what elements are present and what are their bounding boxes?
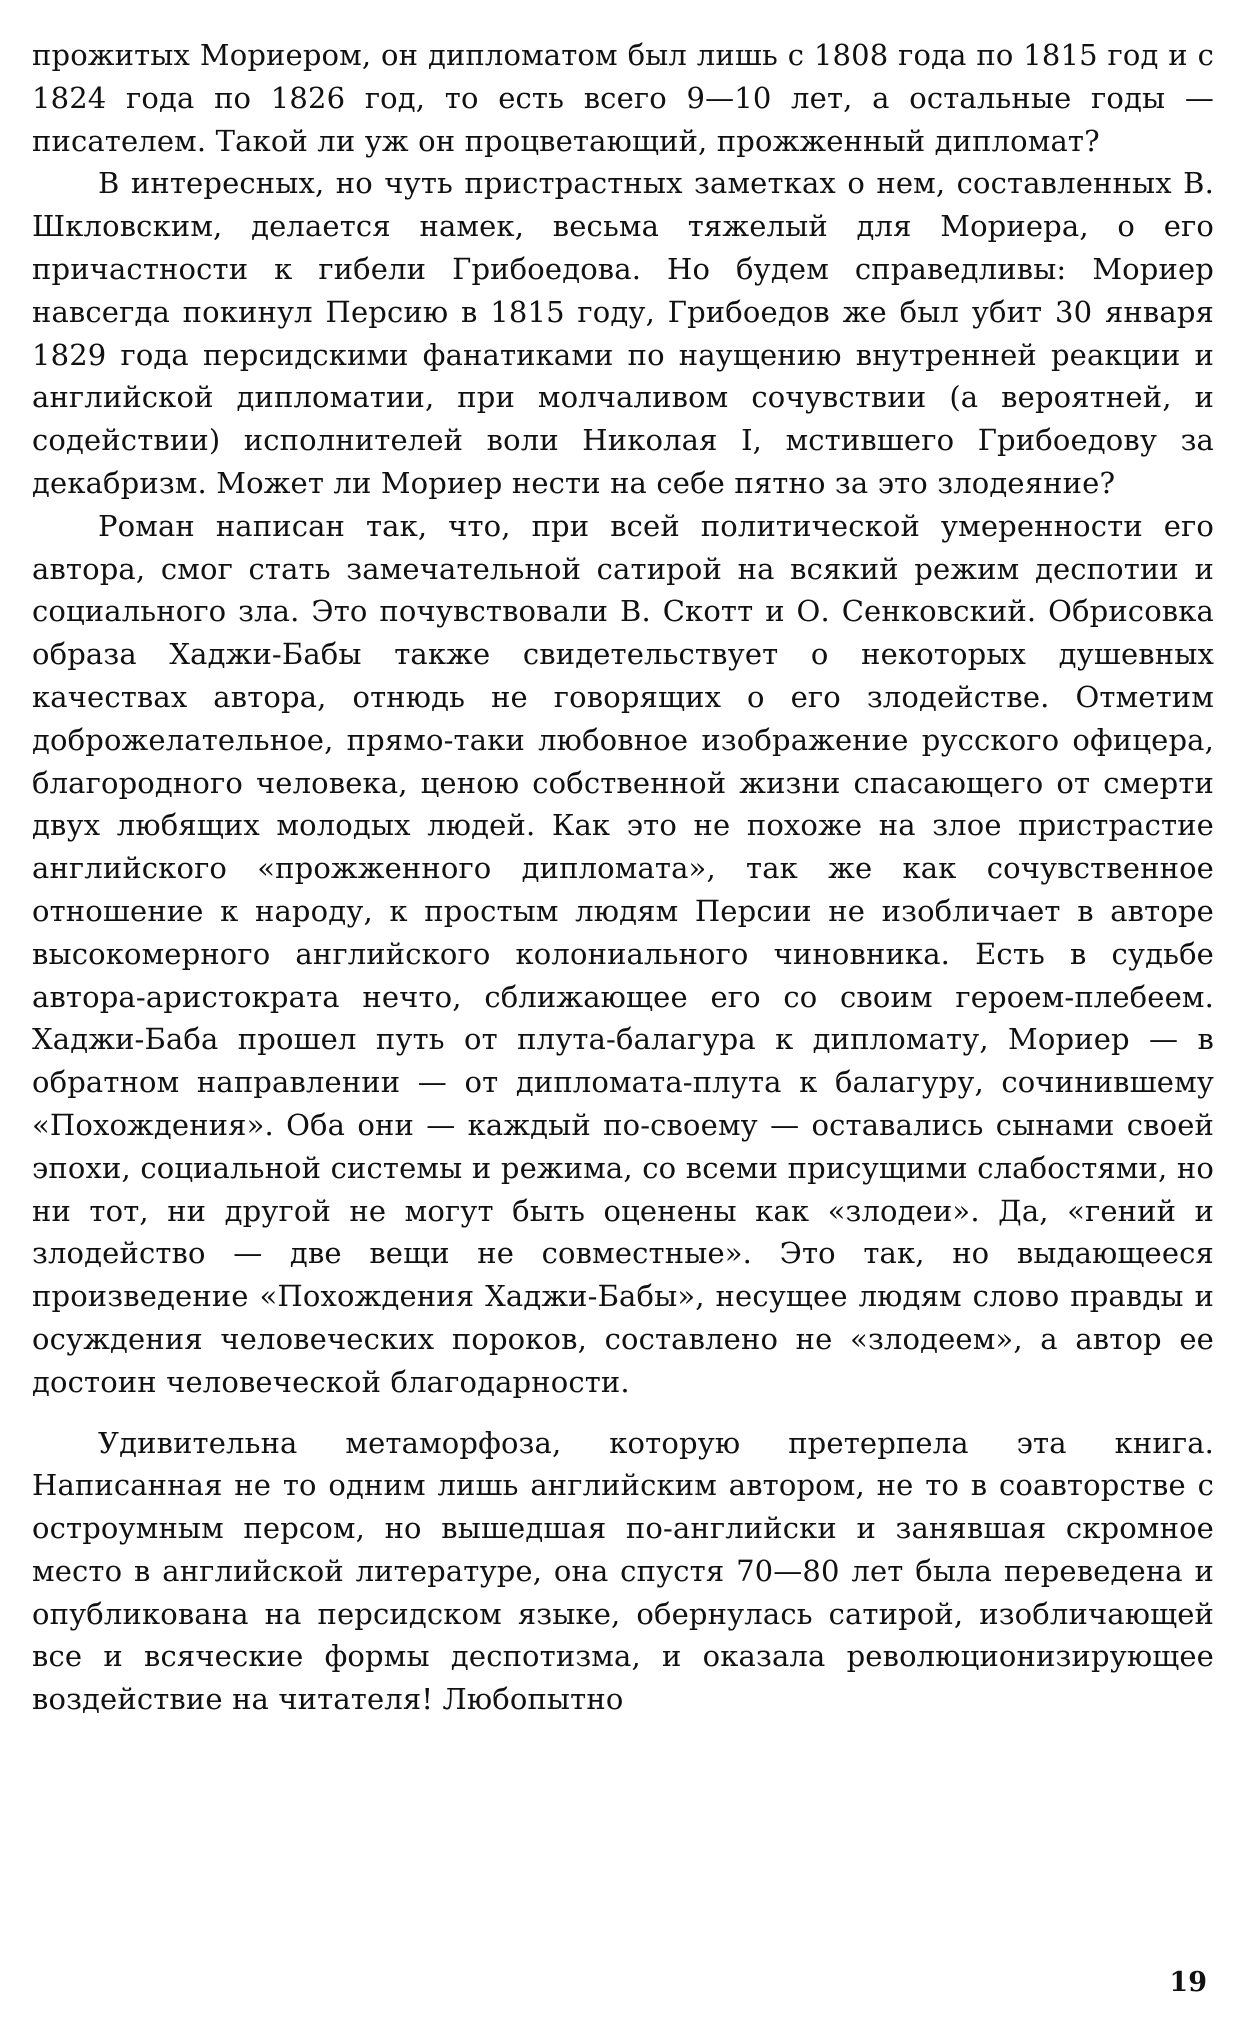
paragraph-4: Удивительна метаморфоза, которую претерпела эта книга. Написанная не то одним лишь английским автором, не то в соавторстве с остроумным персом, но вышедшая по-английски и занявшая скромное место в английской литературе, она спустя 70—80 лет была переведена и опубликована на персидском языке, обернулась сатирой, изобличающей все и всяческие формы деспотизма, и оказала революционизирующее воздействие на читателя! Любопытно (32, 1425, 1214, 1717)
paragraph-3: Роман написан так, что, при всей политической умеренности его автора, смог стать замечательной сатирой на всякий режим деспотии и социального зла. Это почувствовали В. Скотт и О. Сенковский. Обрисовка образа Хаджи-Бабы также свидетельствует о некоторых душевных качествах автора, отнюдь не говорящих о его злодействе. Отметим доброжелательное, прямо-таки любовное изображение русского офицера, благородного человека, ценою собственной жизни спасающего от смерти двух любящих молодых людей. Как это не похоже на злое пристрастие английского «прожженного дипломата», так же как сочувственное отношение к народу, к простым людям Персии не изобличает в авторе высокомерного английского колониального чиновника. Есть в судьбе автора-аристократа нечто, сближающее его со своим героем-плебеем. Хаджи-Баба прошел путь от плута-балагура к дипломату, Мориер — в обратном направлении — от дипломата-плута к балагуру, сочинившему «Похождения». Оба они — каждый по-своему — оставались сынами своей эпохи, социальной системы и режима, со всеми присущими слабостями, но ни тот, ни другой не могут быть оценены как «злодеи». Да, «гений и злодейство — две вещи не совместные». Это так, но выдающееся произведение «Похождения Хаджи-Бабы», несущее людям слово правды и осуждения человеческих пороков, составлено не «злодеем», а автор ее достоин человеческой благодарности. (32, 508, 1214, 1399)
paragraph-1: прожитых Мориером, он дипломатом был лишь с 1808 года по 1815 год и с 1824 года по 1826 год, то есть всего 9—10 лет, а остальные годы — писателем. Такой ли уж он процветающий, прожженный дипломат? (32, 38, 1214, 158)
paragraph-2: В интересных, но чуть пристрастных заметках о нем, составленных В. Шкловским, делается намек, весьма тяжелый для Мориера, о его причастности к гибели Грибоедова. Но будем справедливы: Мориер навсегда покинул Персию в 1815 году, Грибоедов же был убит 30 января 1829 года персидскими фанатиками по наущению внутренней реакции и английской дипломатии, при молчаливом сочувствии (а вероятней, и содействии) исполнителей воли Николая I, мстившего Грибоедову за декабризм. Может ли Мориер нести на себе пятно за это злодеяние? (32, 166, 1214, 500)
page-body (32, 34, 1214, 1721)
page-number: 19 (1169, 1967, 1207, 1998)
